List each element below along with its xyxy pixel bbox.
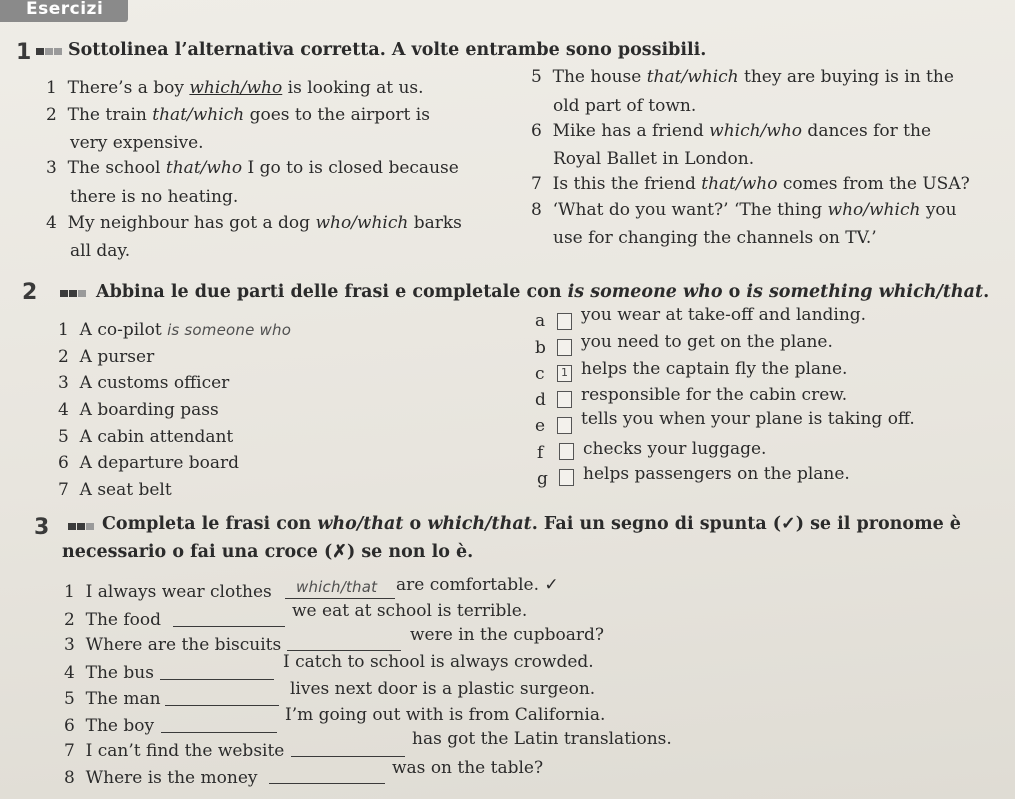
ex3-item-4: 4 The bus <box>64 663 154 683</box>
handwritten-answer: is someone who <box>167 321 292 339</box>
answer-checkbox[interactable] <box>557 313 572 330</box>
ex2-left-4: 4 A boarding pass <box>58 400 219 420</box>
answer-blank[interactable] <box>165 705 279 706</box>
ex3-item-1-end: are comfortable. ✓ <box>396 575 559 595</box>
check-mark-icon: ✓ <box>544 575 559 595</box>
ex2-right-a-letter: a <box>535 311 546 331</box>
ex1-item-6: 6 Mike has a friend which/who dances for the <box>531 121 932 141</box>
ex3-item-8-end: was on the table? <box>392 758 544 778</box>
ex2-left-2: 2 A purser <box>58 347 155 367</box>
exercise-2-number: 2 <box>22 280 38 305</box>
answer-blank[interactable] <box>287 650 401 651</box>
answer-checkbox[interactable] <box>559 443 574 460</box>
ex3-item-5-end: lives next door is a plastic surgeon. <box>290 679 596 699</box>
difficulty-bars-icon <box>36 48 64 55</box>
answer-checkbox[interactable] <box>557 365 572 382</box>
answer-blank[interactable] <box>173 626 285 627</box>
answer-blank[interactable] <box>269 783 385 784</box>
ex3-item-5: 5 The man <box>64 689 161 709</box>
answer-checkbox[interactable] <box>557 417 572 434</box>
ex3-item-3-end: were in the cupboard? <box>410 625 604 645</box>
ex2-right-e: tells you when your plane is taking off. <box>581 409 915 429</box>
ex3-item-4-end: I catch to school is always crowded. <box>283 652 594 672</box>
ex2-right-c: helps the captain fly the plane. <box>581 359 848 379</box>
ex2-left-5: 5 A cabin attendant <box>58 427 234 447</box>
ex2-right-d-letter: d <box>535 390 546 410</box>
ex1-item-8: 8 ‘What do you want?’ ‘The thing who/which you <box>531 200 957 220</box>
ex2-right-f-letter: f <box>537 443 544 463</box>
ex2-left-6: 6 A departure board <box>58 453 240 473</box>
ex2-right-b-letter: b <box>535 338 546 358</box>
ex1-item-4-cont: all day. <box>70 241 131 261</box>
ex2-right-g-letter: g <box>537 469 548 489</box>
answer-blank[interactable] <box>160 679 274 680</box>
answer-blank[interactable] <box>285 598 395 599</box>
ex3-item-1: 1 I always wear clothes <box>64 582 272 602</box>
ex1-item-1: 1 There’s a boy which/who is looking at us. <box>46 78 424 98</box>
ex1-item-7: 7 Is this the friend that/who comes from the USA? <box>531 174 970 194</box>
ex1-item-2: 2 The train that/which goes to the airport is <box>46 105 430 125</box>
ex3-item-8: 8 Where is the money <box>64 768 258 788</box>
ex2-right-c-letter: c <box>535 364 545 384</box>
ex2-right-d: responsible for the cabin crew. <box>581 385 848 405</box>
ex2-right-g: helps passengers on the plane. <box>583 464 850 484</box>
ex2-left-3: 3 A customs officer <box>58 373 230 393</box>
ex1-item-6-cont: Royal Ballet in London. <box>553 149 755 169</box>
exercise-1-title: Sottolinea l’alternativa corretta. A volte entrambe sono possibili. <box>68 40 707 60</box>
ex3-item-6-end: I’m going out with is from California. <box>285 705 606 725</box>
section-label: Esercizi <box>26 0 104 19</box>
ex3-item-7: 7 I can’t find the website <box>64 741 285 761</box>
section-tab <box>0 0 128 22</box>
ex1-item-5: 5 The house that/which they are buying is in the <box>531 67 954 87</box>
difficulty-bars-icon <box>68 523 96 530</box>
ex1-item-2-cont: very expensive. <box>70 133 204 153</box>
ex2-right-e-letter: e <box>535 416 546 436</box>
ex1-item-4: 4 My neighbour has got a dog who/which barks <box>46 213 462 233</box>
ex1-item-8-cont: use for changing the channels on TV.’ <box>553 228 877 248</box>
handwritten-answer: which/that <box>296 578 378 596</box>
answer-checkbox[interactable] <box>559 469 574 486</box>
ex2-left-7: 7 A seat belt <box>58 480 172 500</box>
ex3-item-2: 2 The food <box>64 610 162 630</box>
ex1-item-3: 3 The school that/who I go to is closed because <box>46 158 459 178</box>
exercise-3-title-cont: necessario o fai una croce (✗) se non lo è. <box>62 542 474 562</box>
answer-checkbox[interactable] <box>557 339 572 356</box>
exercise-3-title: Completa le frasi con who/that o which/that. Fai un segno di spunta (✓) se il pronome è <box>102 514 961 534</box>
ex3-item-2-end: we eat at school is terrible. <box>292 601 528 621</box>
ex2-right-b: you need to get on the plane. <box>581 332 833 352</box>
answer-blank[interactable] <box>161 732 277 733</box>
ex3-item-3: 3 Where are the biscuits <box>64 635 282 655</box>
answer-blank[interactable] <box>291 756 405 757</box>
handwritten-box-answer: 1 <box>561 366 568 379</box>
ex2-left-1: 1 A co-pilot is someone who <box>58 320 292 340</box>
exercise-2-title: Abbina le due parti delle frasi e completale con is someone who o is something which/that. <box>96 282 990 302</box>
answer-checkbox[interactable] <box>557 391 572 408</box>
ex1-item-3-cont: there is no heating. <box>70 187 239 207</box>
ex1-item-5-cont: old part of town. <box>553 96 697 116</box>
ex2-right-f: checks your luggage. <box>583 439 767 459</box>
ex3-item-7-end: has got the Latin translations. <box>412 729 672 749</box>
difficulty-bars-icon <box>60 290 88 297</box>
ex2-right-a: you wear at take-off and landing. <box>581 305 867 325</box>
ex3-item-6: 6 The boy <box>64 716 155 736</box>
exercise-1-number: 1 <box>16 40 32 65</box>
exercise-3-number: 3 <box>34 515 50 540</box>
